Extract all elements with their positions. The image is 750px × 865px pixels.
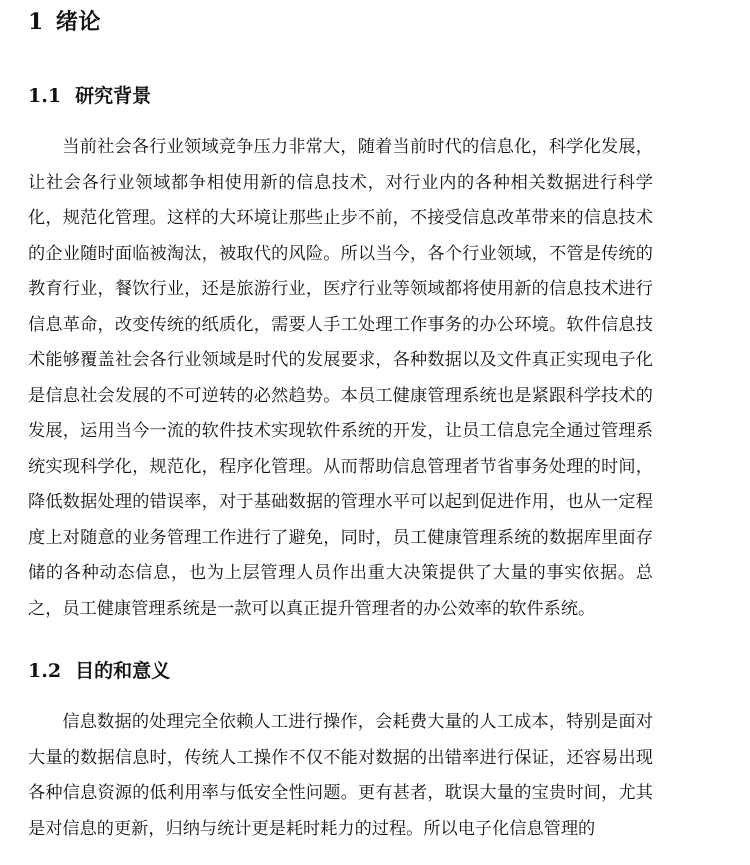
section-title: 目的和意义 [75, 660, 171, 682]
section-purpose-significance [28, 657, 653, 847]
chapter-number: 1 [28, 9, 44, 35]
section-heading [28, 657, 653, 685]
chapter-title: 绪论 [55, 9, 101, 35]
section-paragraph: 当前社会各行业领域竞争压力非常大，随着当前时代的信息化，科学化发展，让社会各行业领域都争相使用新的信息技术，对行业内的各种相关数据进行科学化，规范化管理。这样的大环境让那些止步不前，不接受信息改革带来的信息技术的企业随时面临被淘汰，被取代的风险。所以当今，各个行业领域，不管是传统的教育行业，餐饮行业，还是旅游行业，医疗行业等领域都将使用新的信息技术进行信息革命，改变传统的纸质化，需要人手工处理工作事务的办公环境。软件信息技术能够覆盖社会各行业领域是时代的发展要求，各种数据以及文件真正实现电子化是信息社会发展的不可逆转的必然趋势。本员工健康管理系统也是紧跟科学技术的发展，运用当今一流的软件技术实现软件系统的开发，让员工信息完全通过管理系统实现科学化，规范化，程序化管理。从而帮助信息管理者节省事务处理的时间，降低数据处理的错误率，对于基础数据的管理水平可以起到促进作用，也从一定程度上对随意的业务管理工作进行了避免，同时，员工健康管理系统的数据库里面存储的各种动态信息，也为上层管理人员作出重大决策提供了大量的事实依据。总之，员工健康管理系统是一款可以真正提升管理者的办公效率的软件系统。 [28, 137, 653, 619]
section-paragraph: 信息数据的处理完全依赖人工进行操作，会耗费大量的人工成本，特别是面对大量的数据信息时，传统人工操作不仅不能对数据的出错率进行保证，还容易出现各种信息资源的低利用率与低安全性问题。更有甚者，耽误大量的宝贵时间，尤其是对信息的更新，归纳与统计更是耗时耗力的过程。所以电子化信息管理的 [28, 712, 653, 839]
section-research-background [28, 82, 653, 627]
section-number: 1.2 [28, 660, 62, 682]
section-heading [28, 82, 653, 110]
section-title: 研究背景 [75, 85, 152, 107]
section-number: 1.1 [28, 85, 62, 107]
chapter-heading [28, 0, 653, 38]
